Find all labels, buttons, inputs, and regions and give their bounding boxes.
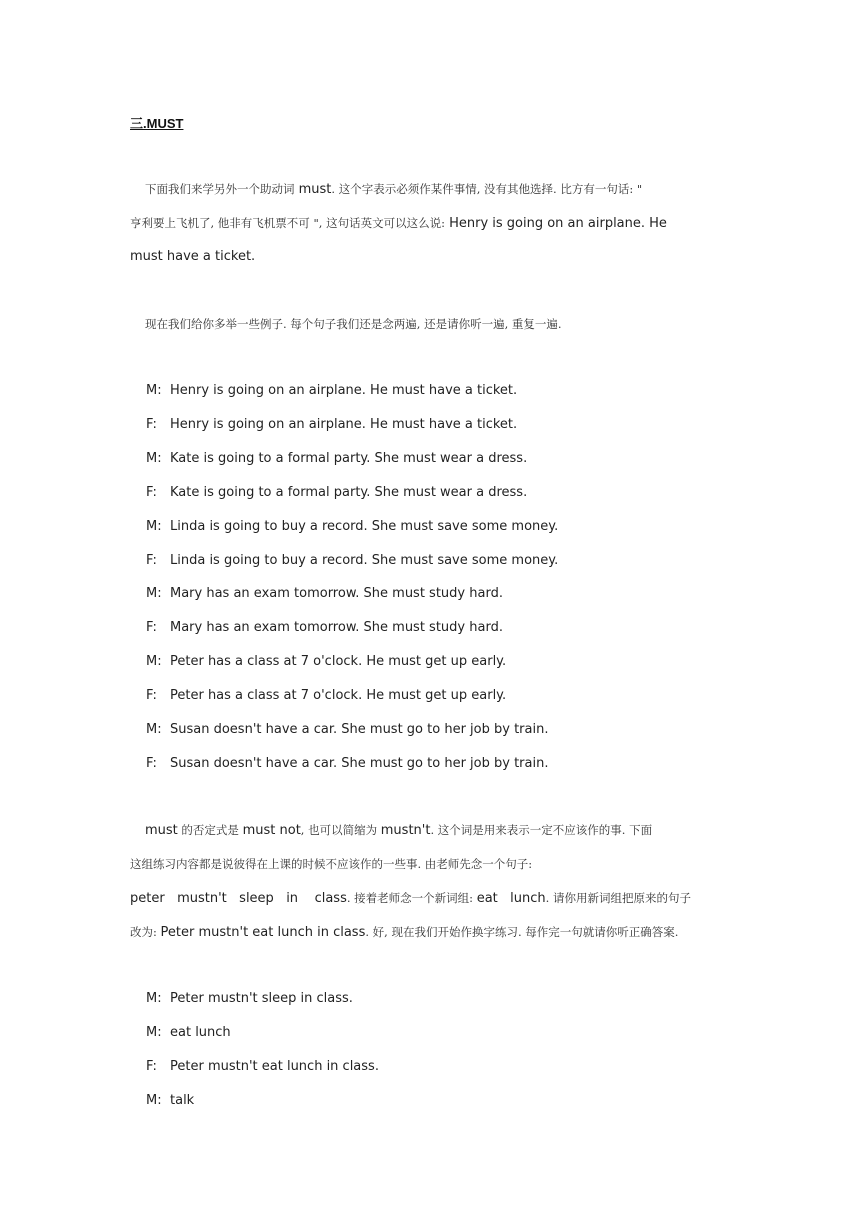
drill-line [146, 485, 527, 500]
negative-text: . 请你用新词组把原来的句子 [545, 891, 691, 905]
speaker-label: M: [146, 586, 162, 602]
negative-line-2 [130, 847, 750, 881]
negative-line-4 [130, 915, 750, 949]
negative-text: . 接着老师念一个新词组: [346, 891, 477, 905]
negative-text: . 好, 现在我们开始作换字练习. 每作完一句就请你听正确答案. [365, 925, 679, 939]
negative-text: 的否定式是 [177, 823, 243, 837]
negative-text: 改为: [130, 925, 161, 939]
negative-text: 这组练习内容都是说彼得在上课的时候不应该作的一些事. 由老师先念一个句子: [130, 857, 533, 871]
intro-line-2 [130, 206, 750, 240]
intro-text: must [294, 182, 332, 197]
drill-sentence: talk [170, 1093, 195, 1108]
drill-sentence: Kate is going to a formal party. She must wear a dress. [170, 450, 528, 466]
drill-line [146, 1093, 194, 1108]
speaker-label: F: [146, 755, 157, 771]
speaker-label: M: [146, 450, 162, 466]
negative-text: Peter mustn't eat lunch in class [160, 925, 366, 940]
intro-text: 下面我们来学另外一个助动词 [145, 182, 295, 196]
drill-line [146, 553, 558, 568]
drill-sentence: Susan doesn't have a car. She must go to her job by train. [170, 755, 549, 771]
intro-line-1 [130, 172, 750, 206]
negative-text: must not [242, 823, 301, 838]
drill-line [146, 688, 506, 703]
drill-line [146, 991, 353, 1006]
intro-line-3 [130, 240, 750, 274]
drill-sentence: Mary has an exam tomorrow. She must study hard. [170, 620, 503, 636]
speaker-label: M: [146, 722, 162, 737]
speaker-label: F: [146, 484, 157, 500]
drill-sentence: Susan doesn't have a car. She must go to her job by train. [170, 722, 549, 737]
negative-text: eat lunch [476, 891, 546, 906]
intro-paragraph [130, 172, 750, 274]
speaker-label: F: [146, 416, 157, 432]
drill-line [146, 383, 517, 398]
instruction-paragraph [130, 307, 750, 341]
negative-text: peter mustn't sleep in class [130, 891, 347, 906]
intro-text: Henry is going on an airplane. He [444, 216, 667, 231]
drill-sentence: Henry is going on an airplane. He must have a ticket. [170, 383, 518, 398]
drill-sentence: eat lunch [170, 1025, 231, 1040]
drill-sentence: Peter has a class at 7 o'clock. He must get up early. [170, 688, 507, 704]
drill-sentence: Peter has a class at 7 o'clock. He must get up early. [170, 654, 507, 670]
speaker-label: M: [146, 1093, 162, 1108]
drill-line [146, 1059, 379, 1074]
drill-sentence: Henry is going on an airplane. He must have a ticket. [170, 416, 518, 432]
speaker-label: F: [146, 552, 157, 568]
negative-paragraph [130, 813, 750, 949]
negative-text: . 这个词是用来表示一定不应该作的事. 下面 [430, 823, 653, 837]
drill-line [146, 519, 558, 534]
drill-line [146, 586, 503, 601]
negative-text: mustn't [380, 823, 431, 838]
negative-text: , 也可以简缩为 [300, 823, 381, 837]
drill-sentence: Mary has an exam tomorrow. She must study hard. [170, 586, 503, 602]
drill-line [146, 1025, 231, 1040]
speaker-label: M: [146, 1025, 162, 1040]
drill-sentence: Peter mustn't eat lunch in class. [170, 1059, 379, 1074]
intro-text: must have a ticket. [130, 249, 256, 264]
speaker-label: F: [146, 688, 157, 704]
drill-line [146, 756, 548, 771]
drill-sentence: Peter mustn't sleep in class. [170, 991, 353, 1006]
negative-line-3 [130, 881, 750, 915]
drill-line [146, 722, 548, 737]
drill-line [146, 620, 503, 635]
speaker-label: F: [146, 620, 157, 636]
speaker-label: M: [146, 518, 162, 534]
drill-sentence: Kate is going to a formal party. She must wear a dress. [170, 484, 528, 500]
drill-line [146, 654, 506, 669]
instruction-text: 现在我们给你多举一些例子. 每个句子我们还是念两遍, 还是请你听一遍, 重复一遍. [145, 317, 562, 331]
speaker-label: M: [146, 654, 162, 670]
drill-line [146, 451, 527, 466]
drill-line [146, 417, 517, 432]
speaker-label: M: [146, 991, 162, 1006]
drill-sentence: Linda is going to buy a record. She must save some money. [170, 518, 559, 534]
negative-line-1 [130, 813, 750, 847]
negative-text: must [145, 823, 178, 838]
intro-text: . 这个字表示必须作某件事情, 没有其他选择. 比方有一句话: " [331, 182, 643, 196]
speaker-label: F: [146, 1059, 157, 1074]
drill-sentence: Linda is going to buy a record. She must save some money. [170, 552, 559, 568]
intro-text: 亨利要上飞机了, 他非有飞机票不可 ", 这句话英文可以这么说: [130, 216, 445, 230]
section-heading: 三.MUST [130, 116, 184, 131]
speaker-label: M: [146, 383, 162, 398]
